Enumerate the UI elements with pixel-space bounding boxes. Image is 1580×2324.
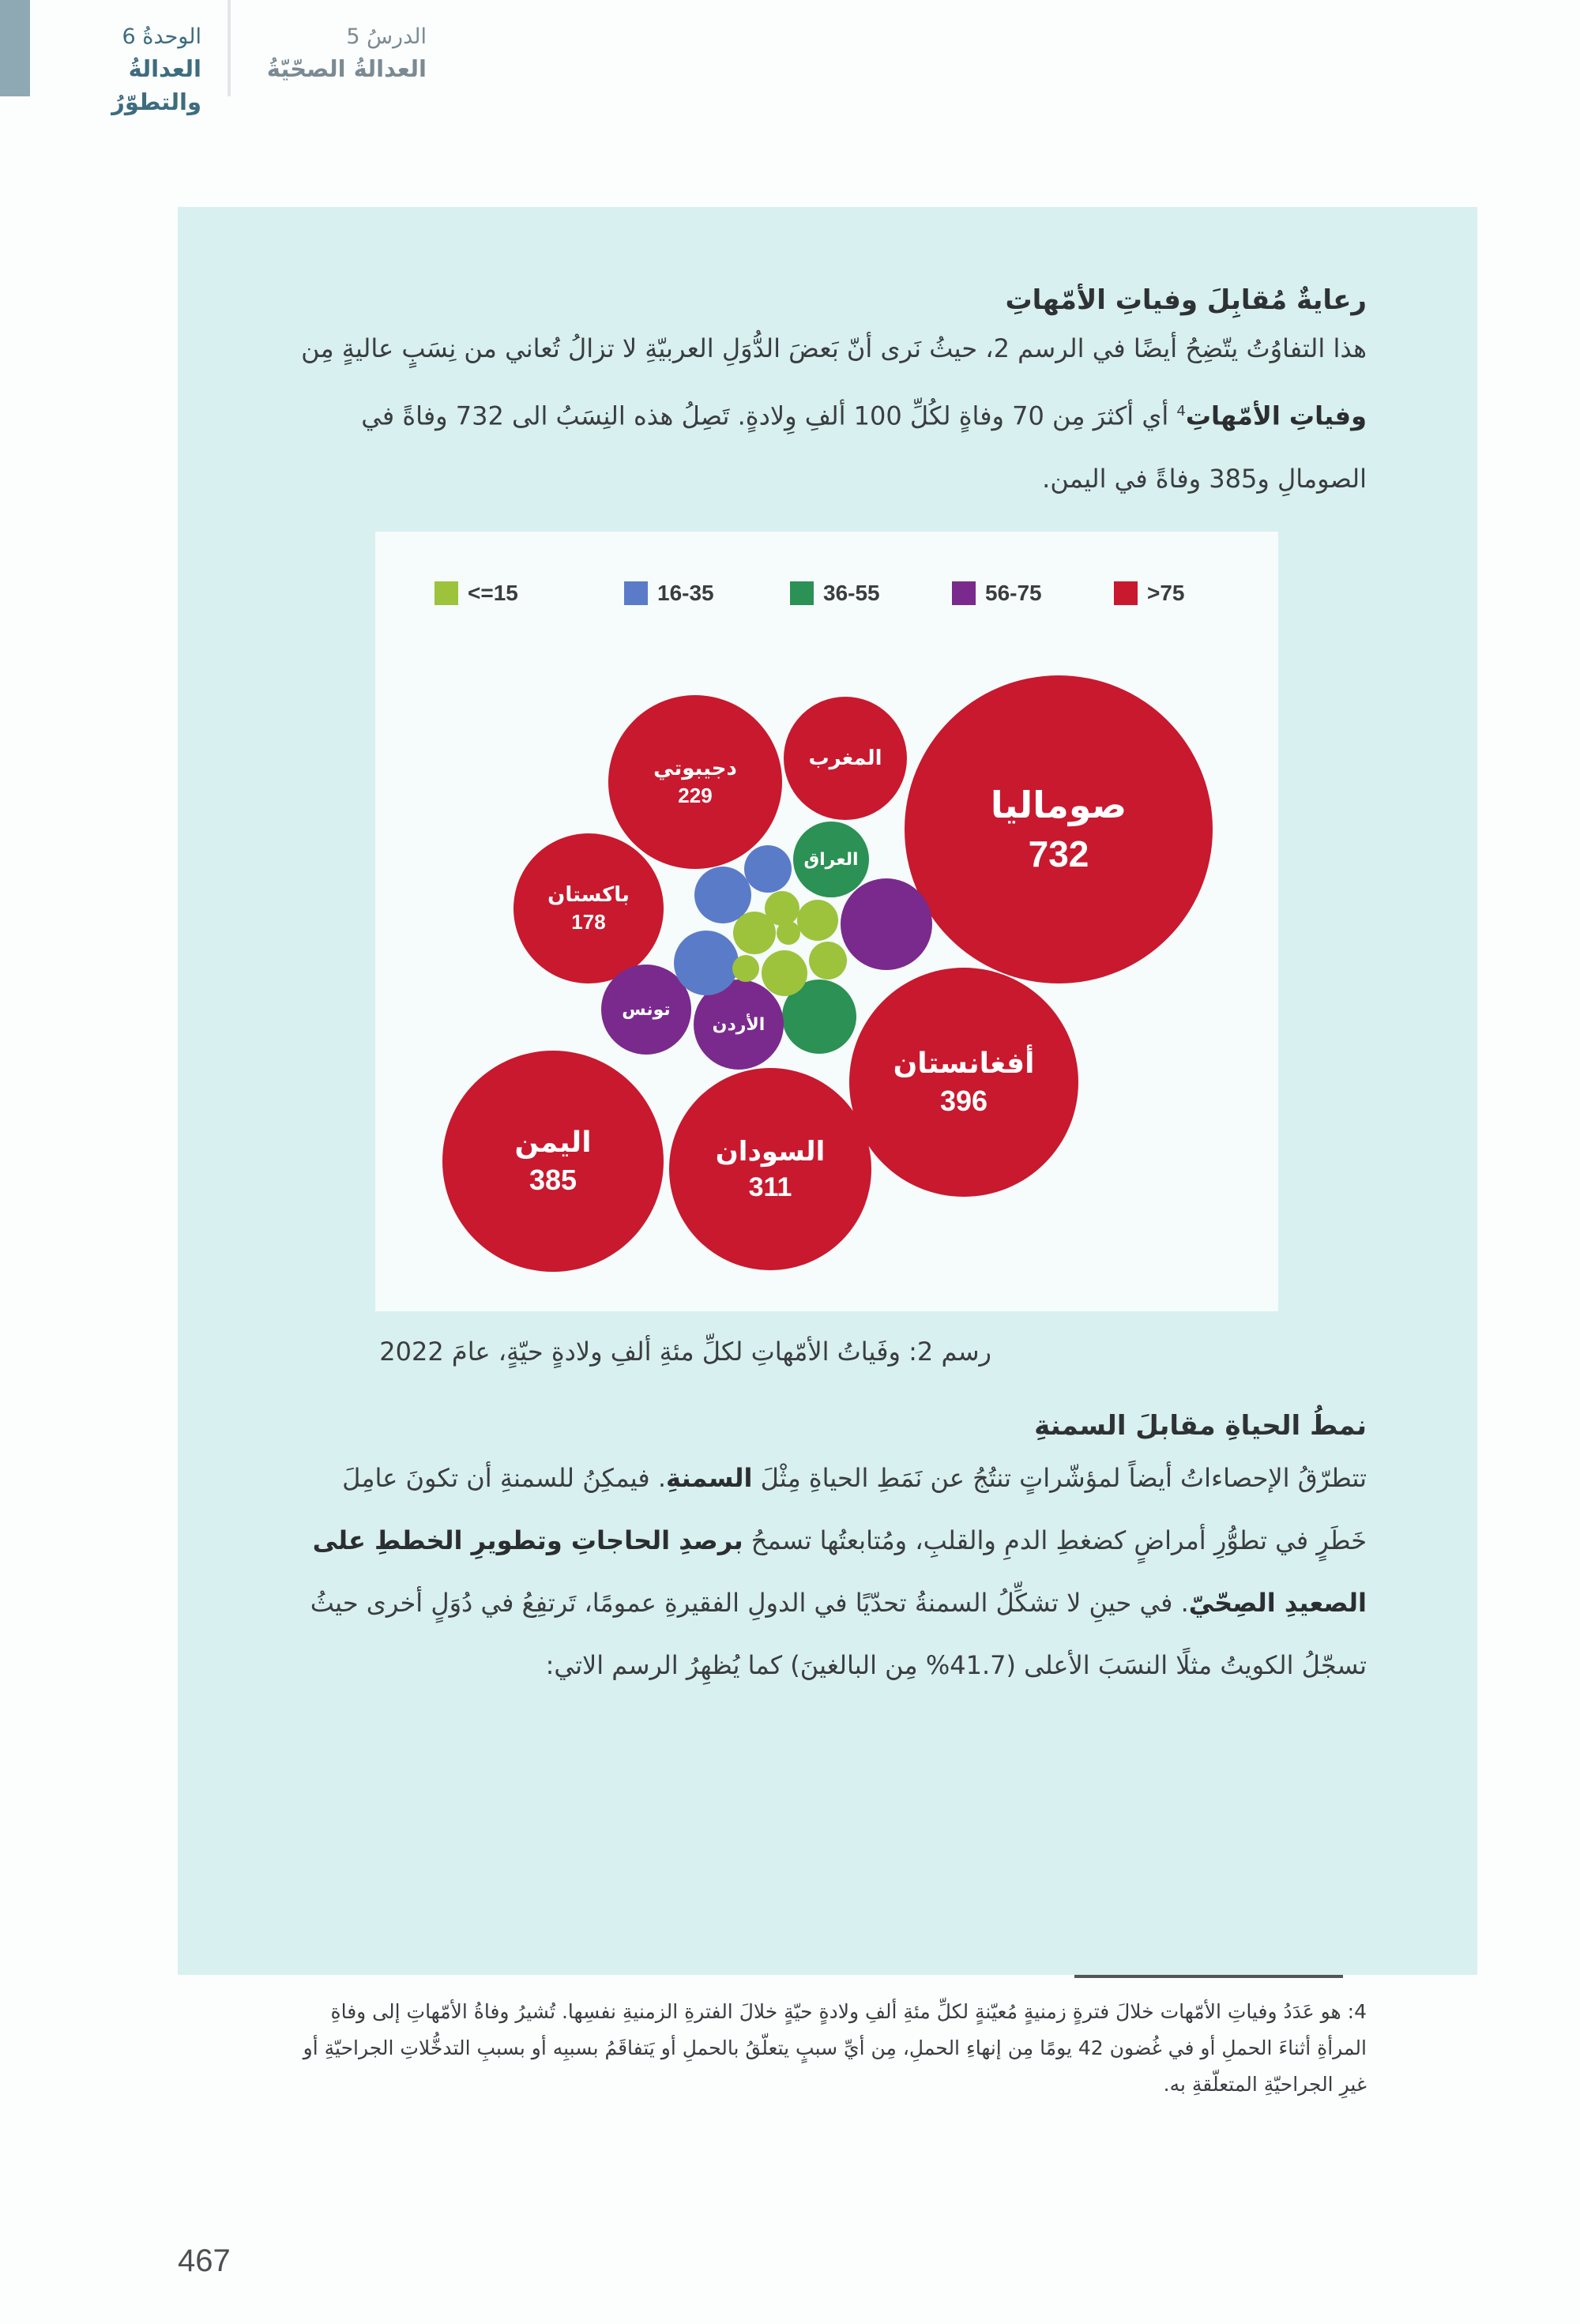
- legend-item-16-35: 16-35: [624, 581, 714, 606]
- content-box: [178, 207, 1477, 2096]
- bubble-afghanistan: أفغانستان 396: [849, 968, 1078, 1197]
- bubble-blue-unlabeled: [674, 931, 739, 995]
- paragraph-maternal: هذا التفاوُتُ يتّضِحُ أيضًا في الرسم 2، حيثُ نَرى أنّ بَعضَ الدُّوَلِ العربيّةِ لا تزالُ تُعاني من نِسَبٍ عاليةٍ مِن وفياتِ الأمّهاتِ$^4$ أي أكثرَ مِن 70 وفاةٍ لكُلِّ 100 ألفِ وِلادةٍ. تَصِلُ هذه النِسَبُ الى 732 وفاةً في الصومالِ و385 وفاةً في اليمن.: [301, 333, 1367, 494]
- unit-info: [43, 22, 201, 118]
- legend-item-gt75: >75: [1114, 581, 1185, 606]
- legend-swatch-icon: [1114, 581, 1138, 605]
- bubble-lime-unlabeled: [809, 942, 847, 980]
- bubble-iraq: العراق: [793, 822, 869, 897]
- chart-legend: [375, 581, 1278, 612]
- legend-item-36-55: 36-55: [790, 581, 880, 606]
- legend-swatch-icon: [952, 581, 976, 605]
- bubble-blue-unlabeled: [744, 845, 792, 893]
- section-title-maternal: رعايةٌ مُقابِلَ وفياتِ الأمّهاتِ: [1005, 284, 1367, 316]
- term-obesity: السمنةِ: [666, 1463, 753, 1493]
- legend-swatch-icon: [434, 581, 458, 605]
- header-divider: [228, 0, 231, 96]
- bubble-lime-unlabeled: [733, 912, 776, 954]
- term-monitoring: برصدِ الحاجاتِ وتطويرِ الخططِ على الصعيدِ الصِحّيّ: [312, 1525, 1367, 1618]
- bubble-purple-unlabeled: [841, 878, 932, 970]
- bubble-sudan: السودان 311: [669, 1068, 871, 1270]
- page-number: 467: [178, 2243, 231, 2278]
- page-header: [0, 0, 474, 115]
- paragraph-obesity: تتطرّقُ الإحصاءاتُ أيضاً لمؤشّراتٍ تنتُجُ عن نَمَطِ الحياةِ مِثْلَ السمنةِ. فيمكِنُ للسمنةِ أن تكونَ عامِلَ خَطَرٍ في تطوُّرِ أمراضٍ كضغطِ الدمِ والقلبِ، ومُتابعتُها تسمحُ برصدِ الحاجاتِ وتطويرِ الخططِ على الصعيدِ الصِحّيّ. في حينِ لا تشكِّلُ السمنةُ تحدّيًا في الدولِ الفقيرةِ عمومًا، تَرتفِعُ في دُوَلٍ أخرى حيثُ تسجّلُ الكويتُ مثلًا النسَبَ الأعلى (41.7% مِن البالغينَ) كما يُظهِرُ الرسم الاتي:: [310, 1463, 1367, 1680]
- chart-caption: رسم 2: وفَياتُ الأمّهاتِ لكلِّ مئةِ ألفِ ولادةٍ حيّةٍ، عامَ 2022: [379, 1337, 991, 1367]
- bubble-morocco: المغرب: [784, 697, 907, 820]
- bubble-pakistan: باكستان 178: [514, 833, 664, 983]
- legend-item-56-75: 56-75: [952, 581, 1042, 606]
- bubble-lime-unlabeled: [762, 950, 807, 996]
- legend-swatch-icon: [790, 581, 814, 605]
- legend-swatch-icon: [624, 581, 648, 605]
- unit-color-bar: [0, 0, 30, 96]
- bubble-jordan: الأردن: [694, 980, 784, 1070]
- lesson-title: العدالةُ الصحّيّةُ: [266, 55, 427, 82]
- lesson-info: [245, 22, 427, 85]
- bubble-somalia: صوماليا 732: [905, 675, 1213, 983]
- bubble-lime-unlabeled: [732, 955, 759, 982]
- bubble-chart: [375, 532, 1278, 1311]
- footnote-divider: [1074, 1975, 1343, 1978]
- bubble-yemen: اليمن 385: [442, 1051, 664, 1272]
- term-maternal-mortality: وفياتِ الأمّهاتِ: [1185, 400, 1367, 431]
- legend-item-le15: <=15: [434, 581, 518, 606]
- bubble-tunisia: تونس: [601, 965, 691, 1055]
- footnote-ref[interactable]: 4: [1176, 403, 1186, 419]
- footnote: 4: هو عَدَدُ وفياتِ الأمّهات خلالَ فترةٍ زمنيةٍ مُعيّنةٍ لكلِّ مئةِ ألفِ ولادةٍ حيّةٍ خلالَ الفترةِ الزمنيةِ نفسِها. تُشيرُ وفاةُ الأمّهاتِ إلى وفاةِ المرأةِ أثناءَ الحملِ أو في غُضون 42 يومًا مِن إنهاءِ الحملِ، مِن أيِّ سببٍ يتعلّقُ بالحملِ أو يَتفاقَمُ بسببِه أو بسببِ التدخُّلاتِ الجراحيّةِ أو غيرِ الجراحيّةِ المتعلّقةِ به.: [303, 2000, 1367, 2096]
- bubble-lime-unlabeled: [777, 921, 800, 945]
- lesson-label: الدرسُ 5: [346, 24, 427, 49]
- bubble-lime-unlabeled: [797, 900, 838, 941]
- section-title-obesity: نمطُ الحياةِ مقابلَ السمنةِ: [1034, 1410, 1367, 1442]
- unit-label: الوحدةُ 6: [122, 24, 201, 49]
- unit-title: العدالةُ والتطوّرُ: [111, 55, 201, 115]
- bubble-djibouti: دجيبوتي 229: [608, 695, 782, 869]
